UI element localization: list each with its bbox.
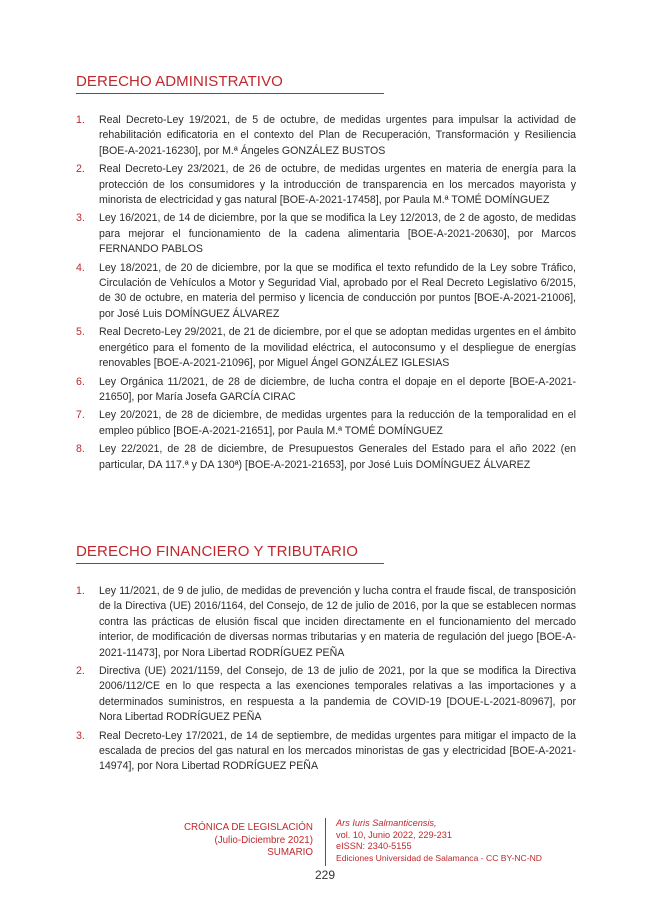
item-number: 2.	[76, 163, 85, 176]
list-item	[76, 408, 576, 439]
footer-publisher: Ediciones Universidad de Salamanca - CC BY-NC-ND	[336, 852, 543, 863]
item-number: 1.	[76, 114, 85, 126]
page-number: 229	[314, 868, 336, 882]
section-derecho-financiero	[76, 543, 576, 778]
item-list	[76, 584, 576, 775]
item-text: Real Decreto-Ley 29/2021, de 21 de diciembre, por el que se adoptan medidas urgentes en el ámbito energético para el fomento de la movilidad eléctrica, el autoconsumo y el despliegue de energías renovables [BOE-A-2021-21096], por Miguel Ángel GONZÁLEZ IGLESIAS	[99, 326, 576, 370]
footer-divider	[325, 818, 326, 866]
list-item	[76, 261, 576, 323]
item-list	[76, 113, 576, 473]
footer-journal-info	[336, 818, 586, 864]
section-title: DERECHO ADMINISTRATIVO	[76, 73, 384, 94]
footer-volume: vol. 10, Junio 2022, 229-231	[336, 829, 452, 840]
item-text: Real Decreto-Ley 23/2021, de 26 de octubre, de medidas urgentes en materia de energía para la protección de los consumidores y la introducción de transparencia en los mercados mayorista y minorista de electricidad y gas natural [BOE-A-2021-17458], por Paula M.ª TOMÉ DOMÍNGUEZ	[99, 163, 576, 207]
item-text: Ley Orgánica 11/2021, de 28 de diciembre, de lucha contra el dopaje en el deporte [BOE-A-2021-21650], por María Josefa GARCÍA CIRAC	[99, 375, 576, 403]
item-text: Ley 16/2021, de 14 de diciembre, por la que se modifica la Ley 12/2013, de 2 de agosto, de medidas para mejorar el funcionamiento de la cadena alimentaria [BOE-A-2021-20630], por Marcos FERNANDO PABLOS	[99, 212, 576, 256]
list-item	[76, 211, 576, 257]
list-item	[76, 375, 576, 406]
item-number: 3.	[76, 729, 85, 742]
list-item	[76, 113, 576, 159]
item-number: 1.	[76, 585, 85, 597]
list-item	[76, 664, 576, 726]
item-text: Ley 11/2021, de 9 de julio, de medidas de prevención y lucha contra el fraude fiscal, de transposición de la Directiva (UE) 2016/1164, del Consejo, de 12 de julio de 2016, por la que se establecen normas contra las prácticas de elusión fiscal que inciden directamente en el funcionamiento del mercado interior, de modificación de diversas normas tributarias y en materia de regulación del juego [BOE-A-2021-11473], por Nora Libertad RODRÍGUEZ PEÑA	[99, 585, 576, 659]
item-text: Ley 22/2021, de 28 de diciembre, de Presupuestos Generales del Estado para el año 2022 (en particular, DA 117.ª y DA 130ª) [BOE-A-2021-21653], por José Luis DOMÍNGUEZ ÁLVAREZ	[99, 443, 576, 471]
list-item	[76, 162, 576, 208]
footer-chronicle-title: CRÓNICA DE LEGISLACIÓN	[183, 822, 313, 833]
item-text: Real Decreto-Ley 17/2021, de 14 de septiembre, de medidas urgentes para mitigar el impacto de la escalada de precios del gas natural en los mercados minoristas de gas y electricidad [BOE-A-2021-14974], por Nora Libertad RODRÍGUEZ PEÑA	[99, 729, 576, 773]
section-derecho-administrativo	[76, 73, 576, 476]
list-item	[76, 442, 576, 473]
footer-summary-label: SUMARIO	[267, 847, 313, 858]
item-number: 7.	[76, 409, 85, 422]
list-item	[76, 729, 576, 775]
item-number: 6.	[76, 375, 85, 388]
footer-issn: eISSN: 2340-5155	[336, 841, 412, 852]
item-text: Real Decreto-Ley 19/2021, de 5 de octubre, de medidas urgentes para impulsar la actividad de rehabilitación edificatoria en el contexto del Plan de Recuperación, Transformación y Resiliencia [BOE-A-2021-16230], por M.ª Ángeles GONZÁLEZ BUSTOS	[99, 114, 576, 157]
item-number: 8.	[76, 443, 85, 456]
item-number: 5.	[76, 326, 85, 339]
item-number: 4.	[76, 261, 85, 274]
footer-section-info	[150, 822, 313, 860]
footer-journal-name: Ars Iuris Salmanticensis,	[336, 818, 437, 828]
footer-period: (Julio-Diciembre 2021)	[214, 834, 313, 846]
item-text: Ley 18/2021, de 20 de diciembre, por la que se modifica el texto refundido de la Ley sobre Tráfico, Circulación de Vehículos a Motor y Seguridad Vial, aprobado por el Real Decreto Legislativo 6/2015, de 30 de octubre, en materia del permiso y licencia de conducción por puntos [BOE-A-2021-21006], por José Luis DOMÍNGUEZ ÁLVAREZ	[99, 261, 576, 320]
item-text: Directiva (UE) 2021/1159, del Consejo, de 13 de julio de 2021, por la que se modifica la Directiva 2006/112/CE en lo que respecta a las exenciones temporales relativas a las importaciones y a determinados suministros, en respuesta a la pandemia de COVID-19 [DOUE-L-2021-80967], por Nora Libertad RODRÍGUEZ PEÑA	[99, 665, 576, 724]
list-item	[76, 325, 576, 371]
item-number: 2.	[76, 665, 85, 678]
section-title: DERECHO FINANCIERO Y TRIBUTARIO	[76, 543, 384, 564]
list-item	[76, 584, 576, 661]
item-text: Ley 20/2021, de 28 de diciembre, de medidas urgentes para la reducción de la temporalidad en el empleo público [BOE-A-2021-21651], por Paula M.ª TOMÉ DOMÍNGUEZ	[99, 409, 576, 437]
item-number: 3.	[76, 212, 85, 225]
